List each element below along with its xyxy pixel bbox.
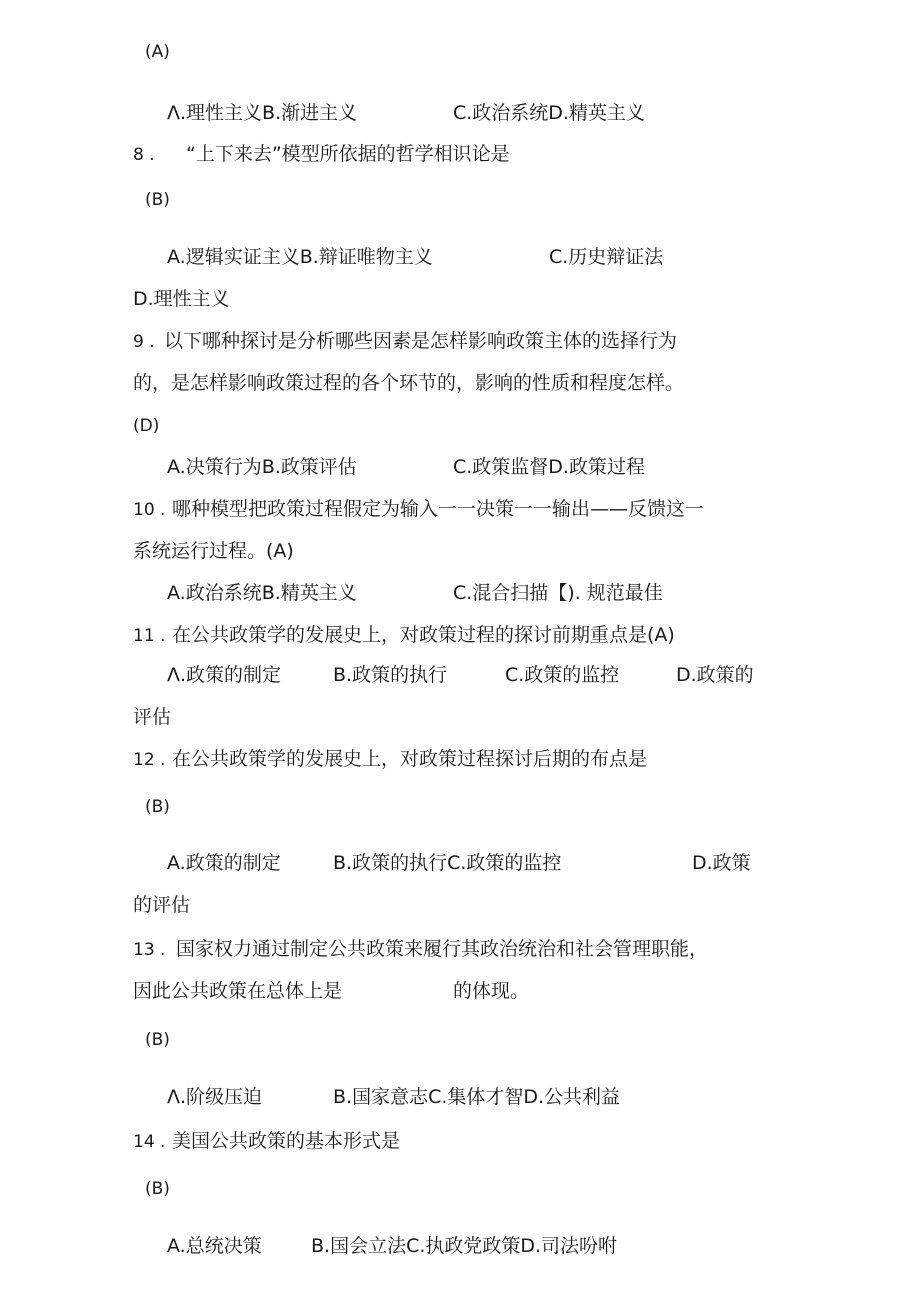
q11-option-a: Λ.政策的制定 xyxy=(167,664,282,686)
q11-stem: 在公共政策学的发展史上，对政策过程的探讨前期重点是(A) xyxy=(172,624,675,646)
q14-stem: 美国公共政策的基本形式是 xyxy=(172,1130,401,1152)
q13-stem-cont: 因此公共政策在总体上是 xyxy=(133,980,343,1002)
q14-options-bcd: B.国会立法C.执政党政策D.司法吩咐 xyxy=(311,1235,618,1257)
q13-option-a: Λ.阶级压迫 xyxy=(167,1086,263,1108)
q7-options-ab: Λ.理性主义B.渐进主义 xyxy=(167,102,358,124)
q13-number: 13 . xyxy=(133,940,166,960)
q7-options-cd: C.政治系统D.精英主义 xyxy=(453,102,645,124)
q8-options-ab: A.逻辑实证主义B.辩证唯物主义 xyxy=(167,246,433,268)
q10-number: 10 . xyxy=(133,500,166,520)
q9-stem-cont: 的，是怎样影响政策过程的各个环节的，影响的性质和程度怎样。 xyxy=(133,372,685,394)
q11-option-c: C.政策的监控 xyxy=(505,664,620,686)
q13-options-bcd: B.国家意志C.集体才智D.公共利益 xyxy=(333,1086,621,1108)
q12-option-a: A.政策的制定 xyxy=(167,852,281,874)
q12-option-d: D.政策 xyxy=(692,852,751,874)
answer-key-q12: (B) xyxy=(145,797,170,817)
q11-option-d-cont: 评估 xyxy=(133,706,172,728)
q13-stem-end: 的体现。 xyxy=(453,980,530,1002)
q14-option-a: A.总统决策 xyxy=(167,1235,262,1257)
answer-key-q14: (B) xyxy=(145,1179,170,1199)
q14-number: 14 . xyxy=(133,1132,166,1152)
q10-options-cd: C.混合扫描【). 规范最佳 xyxy=(453,582,663,604)
q9-number: 9 . xyxy=(133,332,155,352)
q9-options-ab: A.决策行为B.政策评估 xyxy=(167,456,357,478)
q10-stem: 哪种模型把政策过程假定为输入一一决策一一输出——反馈这一 xyxy=(172,498,705,520)
q10-stem-cont: 系统运行过程。(A) xyxy=(133,540,294,562)
q11-option-d: D.政策的 xyxy=(676,664,754,686)
answer-key-q7: (A) xyxy=(145,42,170,62)
q8-number: 8 . xyxy=(133,145,155,165)
q12-stem: 在公共政策学的发展史上，对政策过程探讨后期的布点是 xyxy=(172,748,648,770)
q11-number: 11 . xyxy=(133,626,166,646)
answer-key-q8: (B) xyxy=(145,190,170,210)
q9-stem: 以下哪种探讨是分析哪些因素是怎样影响政策主体的选择行为 xyxy=(164,330,678,352)
answer-key-q9: (D) xyxy=(133,416,160,436)
answer-key-q13: (B) xyxy=(145,1030,170,1050)
q11-option-b: B.政策的执行 xyxy=(333,664,448,686)
q12-options-bc: B.政策的执行C.政策的监控 xyxy=(333,852,562,874)
q12-option-d-cont: 的评估 xyxy=(133,894,191,916)
q10-options-ab: A.政治系统B.精英主义 xyxy=(167,582,357,604)
q9-options-cd: C.政策监督D.政策过程 xyxy=(453,456,645,478)
q8-option-d: D.理性主义 xyxy=(133,288,230,310)
q8-option-c: C.历史辩证法 xyxy=(549,246,664,268)
q8-stem: “上下来去”模型所依据的哲学相识论是 xyxy=(186,143,510,165)
q13-stem: 国家权力通过制定公共政策来履行其政治统治和社会管理职能， xyxy=(176,938,709,960)
q12-number: 12 . xyxy=(133,750,166,770)
